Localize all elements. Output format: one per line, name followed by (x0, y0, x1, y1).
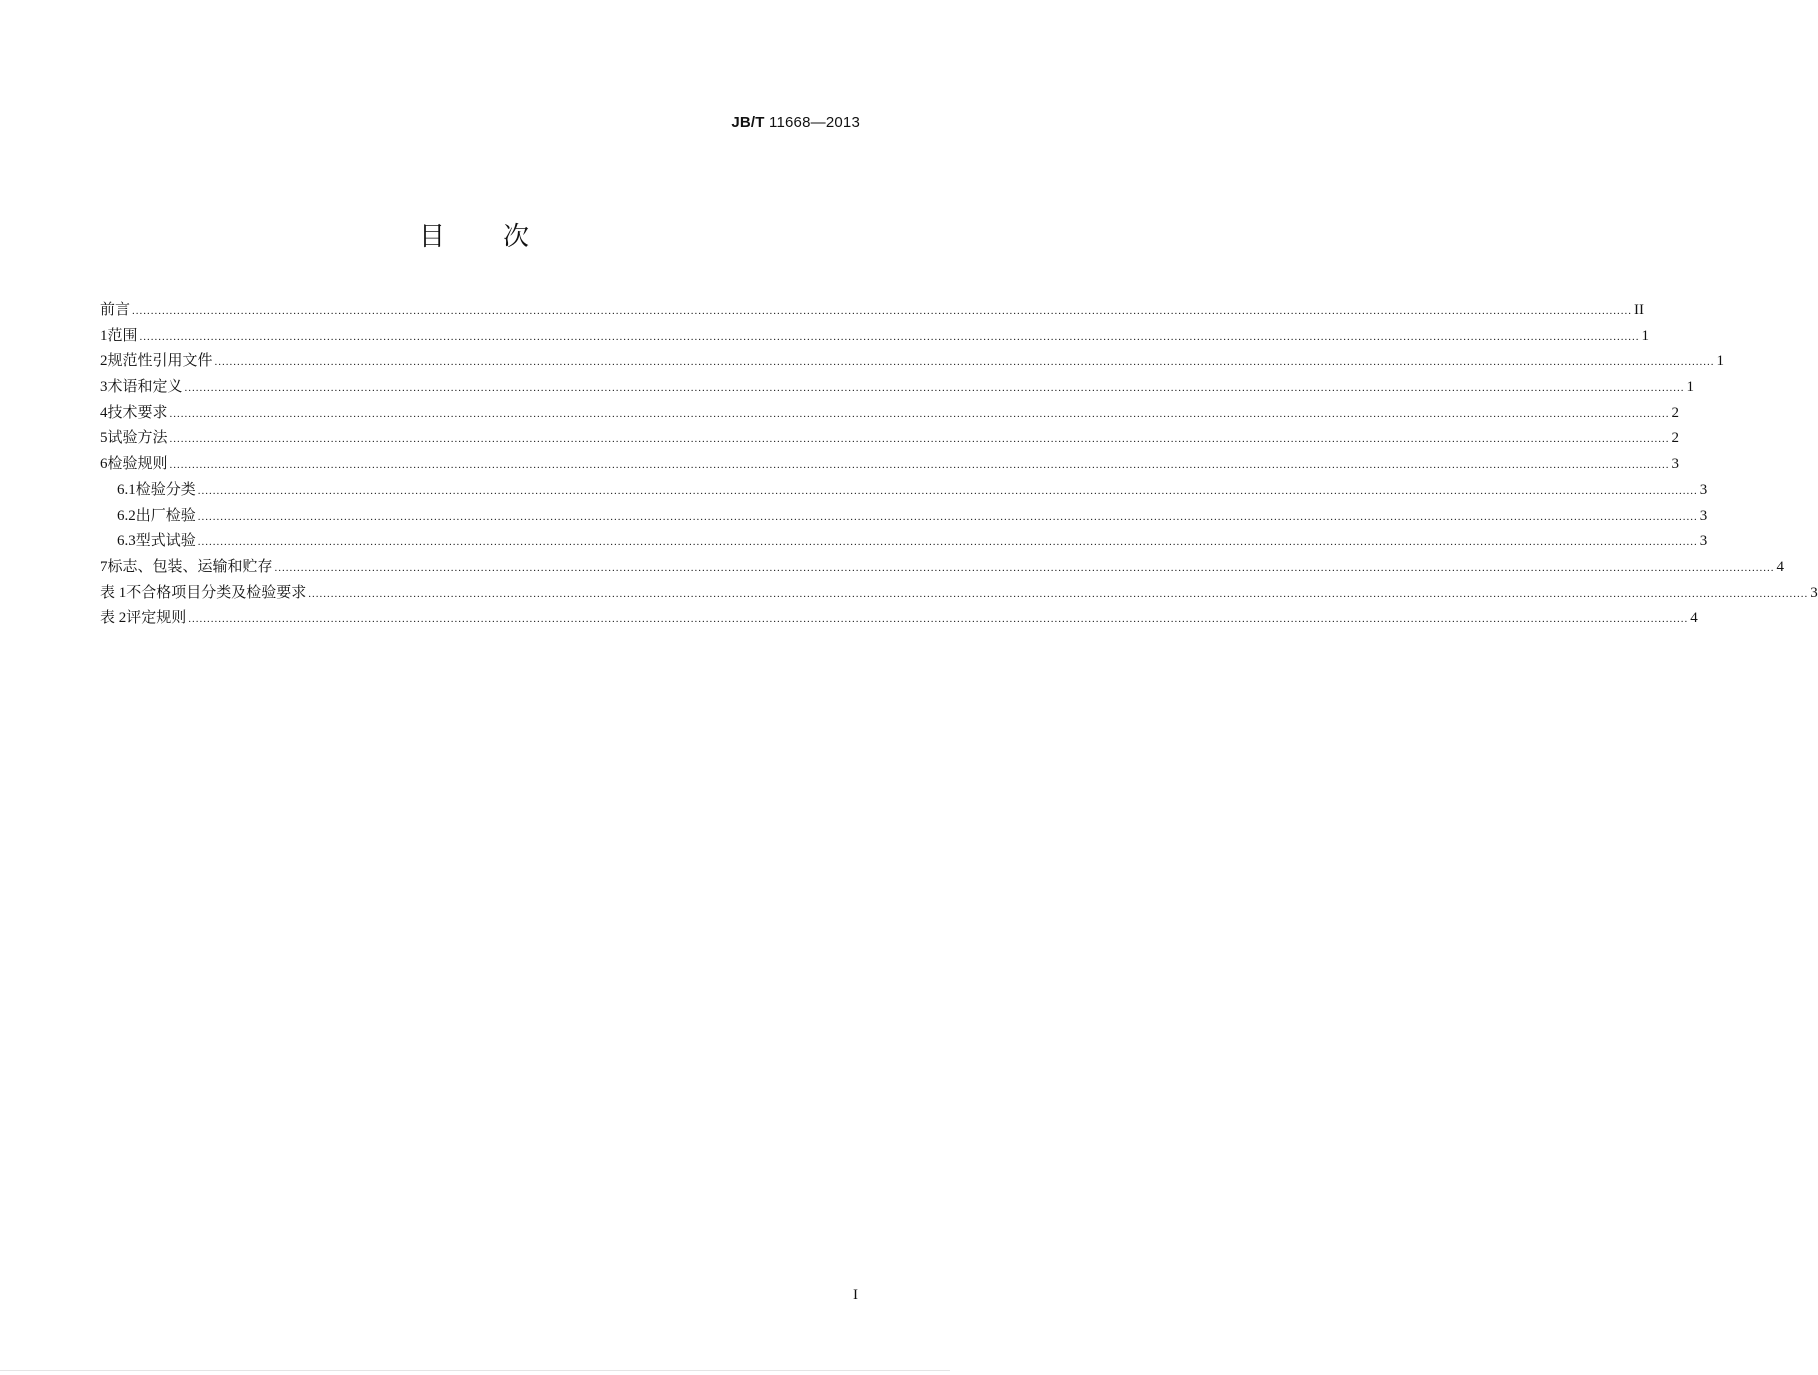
toc-entry-number: 表 1 (100, 584, 127, 601)
toc-entry[interactable] (100, 349, 1725, 375)
toc-entry-label: 范围 (107, 327, 138, 344)
toc-entry-number: 4 (100, 404, 108, 421)
toc-entry[interactable] (100, 452, 1680, 478)
page-number: I (853, 1287, 858, 1303)
toc-entry-label: 规范性引用文件 (107, 353, 213, 370)
toc-entry-label: 出厂检验 (135, 507, 196, 524)
toc-dot-leader: ................................................................................................................................................................................................................................................................................................................................................................................................................ (308, 587, 1809, 600)
toc-entry[interactable] (100, 375, 1695, 401)
toc-entry[interactable] (100, 529, 1708, 555)
standard-code-number: 11668—2013 (764, 114, 860, 131)
toc-entry-number: 7 (100, 558, 108, 575)
toc-entry-page: 3 (1699, 481, 1708, 498)
toc-dot-leader: ................................................................................................................................................................................................................................................................................................................................................................................................................ (169, 433, 1670, 446)
toc-entry-page: 3 (1671, 456, 1680, 473)
toc-entry-label: 试验方法 (107, 430, 168, 447)
toc-entry-label: 评定规则 (126, 610, 187, 627)
toc-entry[interactable] (100, 581, 1818, 607)
toc-entry-label: 前言 (100, 302, 131, 318)
toc-entry[interactable] (100, 555, 1785, 581)
toc-dot-leader: ................................................................................................................................................................................................................................................................................................................................................................................................................ (132, 305, 1633, 317)
toc-entry-page: 4 (1776, 558, 1785, 575)
toc-entry[interactable] (100, 298, 1645, 324)
toc-entry-page: 4 (1690, 610, 1698, 627)
toc-entry-number: 3 (100, 379, 108, 396)
toc-dot-leader: ................................................................................................................................................................................................................................................................................................................................................................................................................ (197, 536, 1698, 549)
toc-entry-label: 标志、包装、运输和贮存 (107, 558, 273, 575)
toc-entry-number: 6.2 (117, 507, 136, 524)
toc-entry-label: 术语和定义 (107, 379, 183, 396)
toc-entry-number: 6.1 (117, 481, 136, 498)
toc-dot-leader: ................................................................................................................................................................................................................................................................................................................................................................................................................ (188, 613, 1689, 626)
toc-entry-page: 3 (1699, 507, 1708, 524)
toc-entry-number: 2 (100, 353, 108, 370)
toc-entry[interactable] (100, 478, 1708, 504)
toc-dot-leader: ................................................................................................................................................................................................................................................................................................................................................................................................................ (169, 407, 1670, 420)
toc-entry-page: 2 (1671, 430, 1680, 447)
standard-code (731, 114, 860, 131)
toc-entry-label: 型式试验 (135, 533, 196, 550)
toc-entry[interactable] (100, 426, 1680, 452)
toc-entry[interactable] (100, 324, 1650, 350)
toc-entry-number: 表 2 (100, 610, 127, 627)
toc-entry-label: 不合格项目分类及检验要求 (126, 584, 307, 601)
page-bottom-edge (0, 1370, 950, 1371)
toc-entry-page: 2 (1671, 404, 1680, 421)
toc-entry-page: 1 (1641, 327, 1650, 344)
toc-entry-number: 6 (100, 456, 108, 473)
standard-code-prefix: JB/T (731, 114, 765, 131)
toc-entry-label: 检验规则 (107, 456, 168, 473)
toc-entry-page: 3 (1699, 533, 1708, 550)
toc-dot-leader: ................................................................................................................................................................................................................................................................................................................................................................................................................ (274, 561, 1775, 574)
toc-entry[interactable] (100, 606, 1698, 632)
toc-entry-page: II (1634, 302, 1645, 318)
toc-dot-leader: ................................................................................................................................................................................................................................................................................................................................................................................................................ (197, 510, 1698, 523)
toc-entry-label: 技术要求 (107, 404, 168, 421)
table-of-contents (100, 298, 1818, 632)
toc-dot-leader: ................................................................................................................................................................................................................................................................................................................................................................................................................ (139, 330, 1640, 343)
toc-entry-number: 6.3 (117, 533, 136, 550)
toc-dot-leader: ................................................................................................................................................................................................................................................................................................................................................................................................................ (169, 459, 1670, 472)
toc-entry-page: 1 (1716, 353, 1725, 370)
toc-entry-label: 检验分类 (135, 481, 196, 498)
toc-entry[interactable] (100, 504, 1708, 530)
toc-entry-number: 5 (100, 430, 108, 447)
toc-dot-leader: ................................................................................................................................................................................................................................................................................................................................................................................................................ (214, 356, 1715, 369)
toc-dot-leader: ................................................................................................................................................................................................................................................................................................................................................................................................................ (184, 382, 1685, 395)
toc-entry-page: 3 (1810, 584, 1818, 601)
toc-dot-leader: ................................................................................................................................................................................................................................................................................................................................................................................................................ (197, 484, 1698, 497)
toc-entry-number: 1 (100, 327, 108, 344)
page-title: 目 次 (418, 222, 531, 252)
toc-entry-page: 1 (1686, 379, 1695, 396)
toc-entry[interactable] (100, 401, 1680, 427)
